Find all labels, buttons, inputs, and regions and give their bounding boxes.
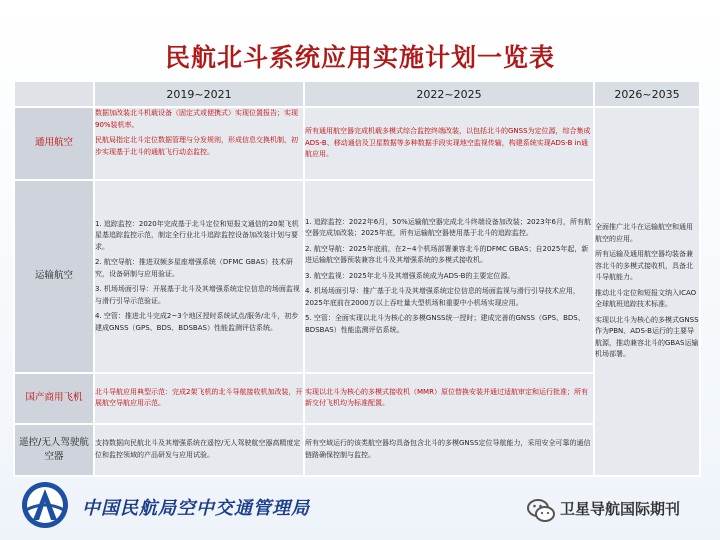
table-row [14, 107, 700, 180]
cell-text: 推动北斗定位和短报文纳入ICAO全球航班追踪技术标准。 [595, 288, 697, 309]
header-corner [14, 81, 94, 107]
footer-org-name: 中国民航局空中交通管理局 [82, 498, 310, 519]
cell-general-2022 [304, 107, 594, 180]
cell-text: 4. 机场场面引导：推广基于北斗及其增强系统定位信息的场面监视与滑行引导技术应用，2025年底前在2000万以上吞吐量大型机场和重要中小机场实现应用。 [305, 287, 580, 307]
cell-2026-2035 [594, 107, 700, 476]
row-label-general-aviation: 通用航空 [14, 107, 94, 180]
cell-domestic-2022 [304, 373, 594, 423]
cell-text: 所有通用航空器完成机载多模式综合监控终端改装，以包括北斗的GNSS为定位源，综合集成ADS-B、移动通信及卫星数据等多种数据手段实现地空监视传输，构建系统实现ADS-B in通航应用。 [305, 127, 591, 159]
cell-text: 2. 航空导航：推进双频多星座增强系统（DFMC GBAS）技术研究，设备研制与应用验证。 [95, 258, 293, 278]
cell-uav-2022 [304, 424, 594, 476]
header-period-3: 2026~2035 [594, 81, 700, 107]
cell-transport-2022 [304, 180, 594, 373]
cell-text: 1. 追踪监控：2022年6月，50%运输航空器完成北斗终端设备加改装；2023年6月，所有航空器完成加改装；2025年底，所有运输航空器使用基于北斗的追踪监控。 [305, 217, 591, 238]
row-label-domestic-aircraft: 国产商用飞机 [14, 373, 94, 423]
header-period-1: 2019~2021 [94, 81, 304, 107]
cell-text: 4. 空管：推进北斗完成2~3个地区授时系统试点/服务/北斗，初步建成GNSS（GPS、BDS、BDSBAS）性能监测评估系统。 [95, 312, 299, 332]
plan-table [13, 80, 701, 477]
cell-text: 数据加改装北斗机载设备（固定式或便携式）实现位置报告；实现90%装机率。 [95, 109, 298, 129]
cell-text: 所有运输及通用航空器均装备兼容北斗的多模式接收机，具备北斗导航能力。 [595, 250, 693, 282]
row-label-transport-aviation: 运输航空 [14, 180, 94, 373]
cell-domestic-2019 [94, 373, 304, 423]
cell-general-2019 [94, 107, 304, 180]
header-period-2: 2022~2025 [304, 81, 594, 107]
page-title: 民航北斗系统应用实施计划一览表 [164, 43, 555, 72]
row-label-uav: 遥控/无人驾驶航空器 [14, 424, 94, 476]
caac-atmb-logo-icon [20, 480, 70, 530]
cell-text: 全面推广北斗在运输航空和通用航空的应用。 [595, 223, 693, 243]
cell-text: 民航局指定北斗定位数据管理与分发规则，形成信息交换机制，初步实现基于北斗的通航飞行动态监控。 [95, 136, 298, 156]
cell-uav-2019 [94, 424, 304, 476]
cell-text: 实现以北斗为核心的多模式接收机（MMR）原位替换安装并通过适航审定和运行批准；所有新交付飞机均为标准配置。 [305, 387, 588, 408]
footer-source: 卫星导航国际期刊 [560, 500, 681, 518]
cell-text: 3. 航空监视：2025年北斗及其增强系统成为ADS-B的主要定位源。 [305, 271, 515, 280]
wechat-icon [526, 497, 556, 525]
cell-text: 实现以北斗为核心的多模式GNSS作为PBN、ADS-B运行的主要导航源，推动兼容北斗的GBAS运输机场部署。 [595, 315, 699, 359]
cell-text: 3. 机场场面引导：开展基于北斗及其增强系统定位信息的场面监视与滑行引导示范验证。 [95, 285, 300, 305]
cell-text: 支持数据向民航北斗及其增强系统在遥控/无人驾驶航空器高精度定位和监控领域的产品研发与应用试验。 [95, 439, 301, 459]
header-row [14, 81, 700, 107]
cell-text: 北斗导航应用典型示范：完成2架飞机的北斗导航接收机加改装，开展航空导航应用示范。 [95, 387, 303, 408]
cell-text: 5. 空管：全面实现以北斗为核心的多模GNSS统一授时；建成完善的GNSS（GPS、BDS、BDSBAS）性能监测评估系统。 [305, 314, 585, 334]
cell-transport-2019 [94, 180, 304, 373]
cell-text: 2. 航空导航：2025年底前，在2~4个机场部署兼容北斗的DFMC GBAS；自2025年起，新进运输航空器预装兼容北斗及其增强系统的多模式接收机。 [305, 244, 589, 265]
cell-text: 1. 追踪监控：2020年完成基于北斗定位和短报文通信的20架飞机星基追踪监控示范，制定全行业北斗追踪监控设备加改装计划与要求。 [95, 219, 299, 251]
cell-text: 所有空域运行的该类航空器均具备包含北斗的多模GNSS定位导航能力，采用安全可靠的通信链路确保控制与监控。 [305, 439, 591, 459]
